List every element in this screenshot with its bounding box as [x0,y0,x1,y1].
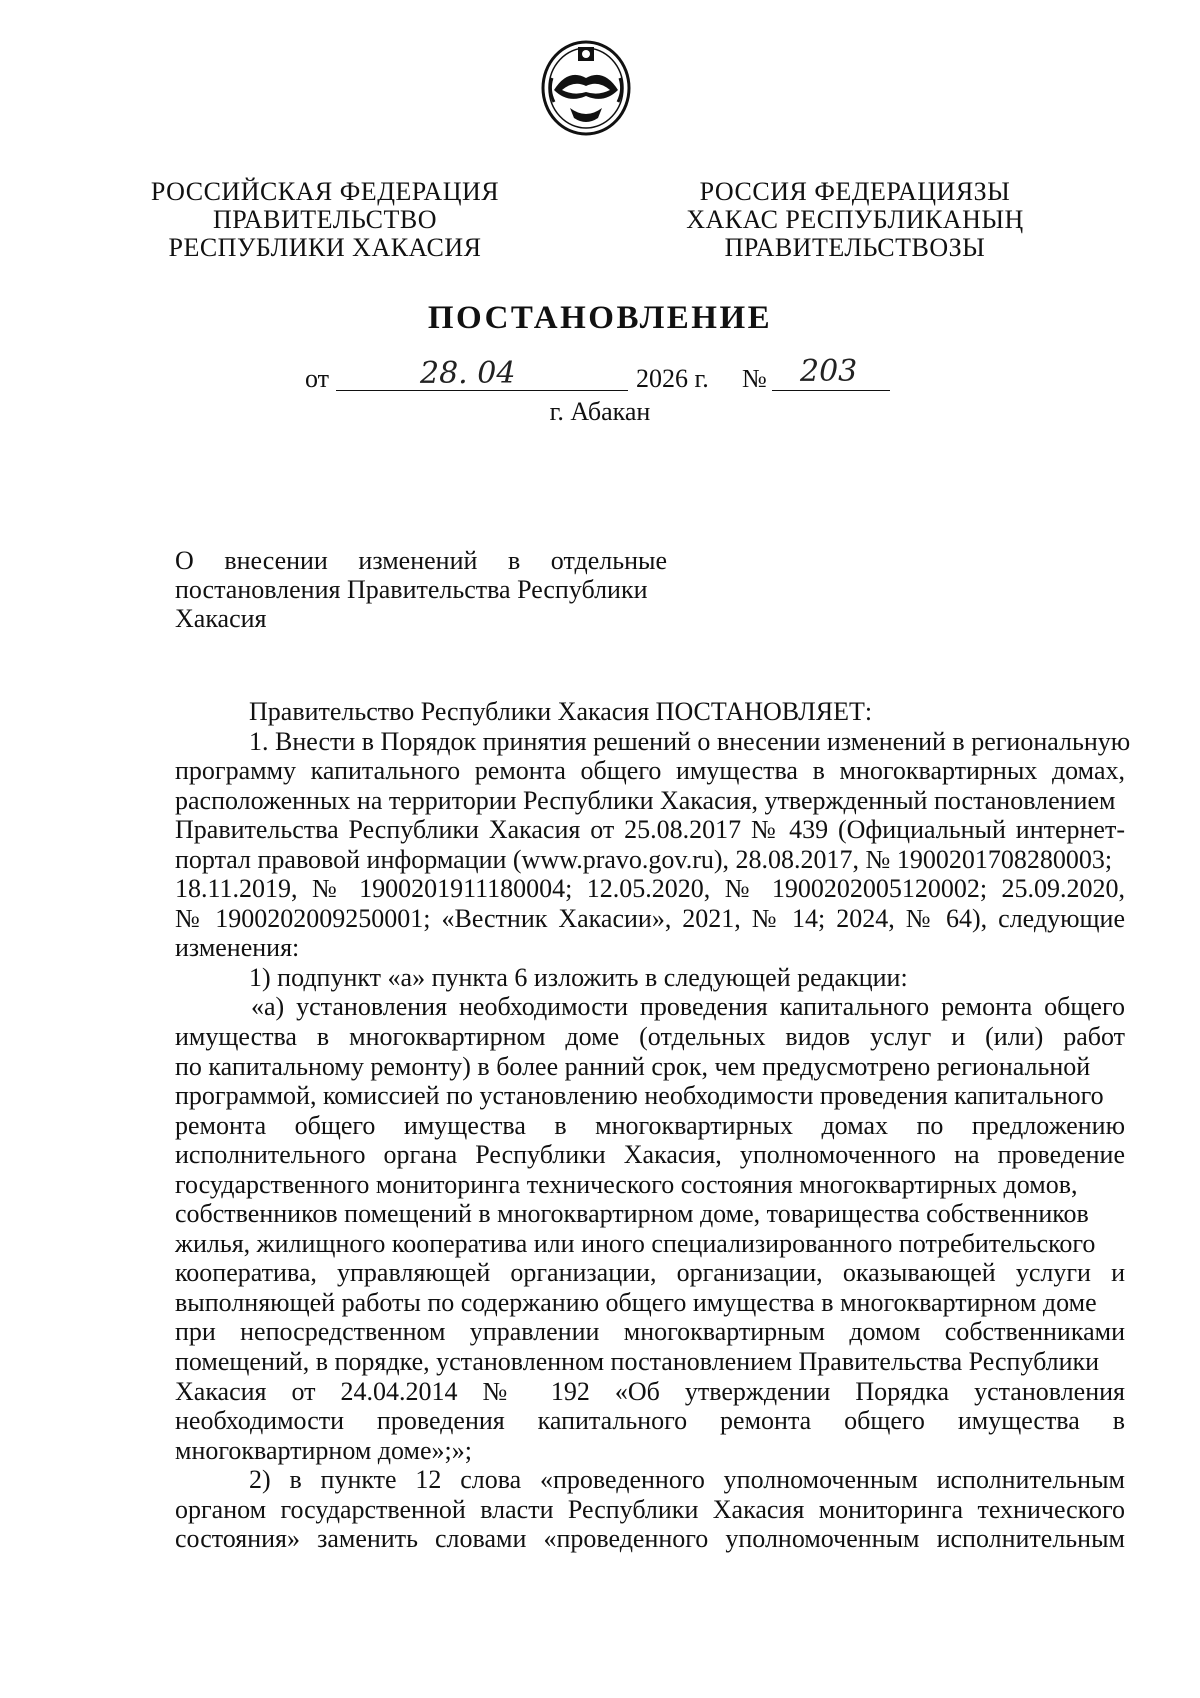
body-line: портал правовой информации (www.pravo.gov.ru), 28.08.2017, № 1900201708280003; [175,844,1113,874]
header-line: РОССИЯ ФЕДЕРАЦИЯЗЫ [699,177,1011,206]
body-line: по капитальному ремонту) в более ранний срок, чем предусмотрено региональной [175,1051,1091,1081]
body-line: 1) подпункт «а» пункта 6 изложить в следующей редакции: [249,962,908,992]
body-line: имущества в многоквартирном доме (отдельных видов услуг и (или) работ [175,1022,1125,1052]
document-type-title: ПОСТАНОВЛЕНИЕ [427,300,773,336]
header-line: РОССИЙСКАЯ ФЕДЕРАЦИЯ [150,177,500,206]
body-line: помещений, в порядке, установленном постановлением Правительства Республики [175,1347,1100,1377]
body-line: изменения: [175,933,300,963]
body-line: расположенных на территории Республики Хакасия, утвержденный постановлением [175,785,1116,815]
body-line: Правительство Республики Хакасия ПОСТАНОВЛЯЕТ: [249,697,873,726]
body-line: ремонта общего имущества в многоквартирных домах по предложению [175,1110,1125,1140]
body-line: многоквартирном доме»;»; [175,1435,472,1465]
document-subject [175,546,667,633]
body-line: кооператива, управляющей организации, организации, оказывающей услуги и [175,1258,1125,1288]
body-line: при непосредственном управлении многоквартирным домом собственниками [175,1317,1125,1347]
body-line: Правительства Республики Хакасия от 25.08.2017 № 439 (Официальный интернет- [175,815,1125,845]
handwritten-date: 28. 04 [420,356,516,391]
body-line: выполняющей работы по содержанию общего имущества в многоквартирном доме [175,1287,1097,1317]
header-line: ХАКАС РЕСПУБЛИКАНЫҢ [686,205,1024,234]
date-from-label: от [305,364,330,393]
body-line: необходимости проведения капитального ремонта общего имущества в [175,1406,1125,1436]
header-line: ПРАВИТЕЛЬСТВО [213,205,437,234]
body-line: Хакасия от 24.04.2014 № 192 «Об утверждении Порядка установления [175,1376,1125,1406]
header-russian [130,178,520,262]
handwritten-number: 203 [800,354,858,389]
body-line: программу капитального ремонта общего имущества в многоквартирных домах, [175,756,1125,786]
body-line: программой, комиссией по установлению необходимости проведения капитального [175,1081,1104,1111]
body-line: 2) в пункте 12 слова «проведенного уполномоченным исполнительным [249,1465,1125,1495]
document-body [175,697,1131,1554]
subject-line: Хакасия [175,604,267,633]
body-line: 1. Внести в Порядок принятия решений о внесении изменений в региональную [249,726,1131,756]
body-line: 18.11.2019, № 1900201911180004; 12.05.2020, № 1900202005120002; 25.09.2020, [175,874,1125,904]
header-line: РЕСПУБЛИКИ ХАКАСИЯ [168,233,482,262]
body-line: органом государственной власти Республики Хакасия мониторинга технического [175,1494,1125,1524]
city-label: г. Абакан [549,397,651,426]
number-label: № [742,364,767,393]
subject-line: постановления Правительства Республики [175,575,648,604]
number-underline [772,390,890,391]
body-line: исполнительного органа Республики Хакасия, уполномоченного на проведение [175,1140,1125,1170]
body-line: собственников помещений в многоквартирном доме, товарищества собственников [175,1199,1089,1229]
body-line: «а) установления необходимости проведения капитального ремонта общего [251,992,1125,1022]
body-line: № 1900202009250001; «Вестник Хакасии», 2021, № 14; 2024, № 64), следующие [175,903,1125,933]
header-line: ПРАВИТЕЛЬСТВОЗЫ [724,233,986,262]
year-label: 2026 г. [636,364,709,393]
subject-line: О внесении изменений в отдельные [175,546,667,575]
header-khakas [665,178,1045,262]
body-line: государственного мониторинга технического состояния многоквартирных домов, [175,1169,1078,1199]
body-line: состояния» заменить словами «проведенного уполномоченным исполнительным [175,1524,1125,1554]
coat-of-arms-emblem [540,38,632,136]
body-line: жилья, жилищного кооператива или иного специализированного потребительского [175,1228,1096,1258]
